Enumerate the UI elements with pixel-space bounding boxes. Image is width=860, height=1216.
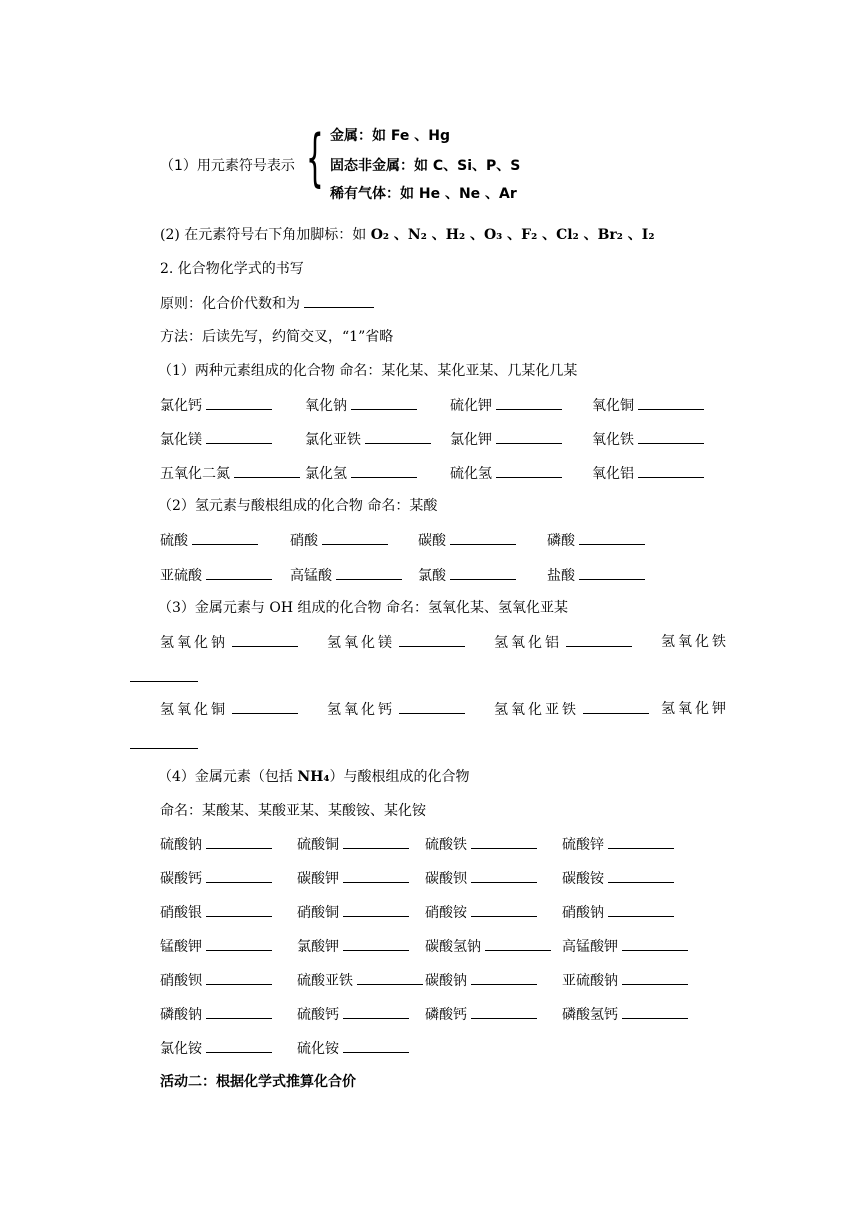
- compound-name: 氢氧化钾: [661, 701, 729, 717]
- fill-item: [661, 632, 729, 652]
- answer-blank[interactable]: [232, 632, 298, 647]
- compound-name: 氢氧化铁: [661, 634, 729, 650]
- fill-item: [160, 936, 272, 957]
- fill-item: [160, 699, 298, 720]
- fill-item: [297, 834, 409, 855]
- principle-line: [160, 293, 374, 314]
- compound-name: 碳酸铵: [562, 871, 604, 887]
- answer-blank[interactable]: [450, 565, 516, 580]
- answer-blank[interactable]: [485, 936, 551, 951]
- group2-title: （2）氢元素与酸根组成的化合物 命名：某酸: [158, 498, 438, 514]
- compound-name: 硝酸铜: [297, 905, 339, 921]
- answer-blank[interactable]: [343, 834, 409, 849]
- answer-blank[interactable]: [130, 667, 198, 682]
- compound-name: 硫酸铜: [297, 837, 339, 853]
- answer-blank[interactable]: [471, 868, 537, 883]
- compound-name: 碳酸钙: [160, 871, 202, 887]
- compound-name: 硝酸铵: [425, 905, 467, 921]
- method-line: 方法：后读先写，约简交叉，“1”省略: [160, 329, 394, 345]
- group1-title: （1）两种元素组成的化合物 命名：某化某、某化亚某、几某化几某: [158, 363, 578, 379]
- compound-name: 硝酸: [290, 533, 318, 549]
- group3-title: （3）金属元素与 OH 组成的化合物 命名：氢氧化某、氢氧化亚某: [158, 600, 568, 616]
- answer-blank[interactable]: [336, 565, 402, 580]
- fill-item: [327, 632, 465, 653]
- fill-item: [305, 429, 431, 450]
- fill-item: [418, 565, 516, 586]
- answer-blank[interactable]: [351, 395, 417, 410]
- answer-blank[interactable]: [130, 734, 198, 749]
- answer-blank[interactable]: [351, 463, 417, 478]
- compound-name: 高锰酸: [290, 568, 332, 584]
- answer-blank[interactable]: [471, 970, 537, 985]
- answer-blank[interactable]: [322, 530, 388, 545]
- fill-item: [297, 970, 423, 991]
- fill-item: [160, 834, 272, 855]
- compound-name: 硫化钾: [450, 398, 492, 414]
- group4-title-nh4: NH₄: [297, 769, 330, 785]
- fill-item: [494, 632, 632, 653]
- compound-name: 氧化铝: [592, 466, 634, 482]
- noble-gas-example: 稀有气体：如 He 、Ne 、Ar: [330, 186, 517, 202]
- answer-blank[interactable]: [343, 868, 409, 883]
- answer-blank[interactable]: [234, 463, 300, 478]
- answer-blank[interactable]: [206, 936, 272, 951]
- compound-name: 氢氧化亚铁: [494, 702, 579, 718]
- answer-blank[interactable]: [206, 1038, 272, 1053]
- answer-blank[interactable]: [365, 429, 431, 444]
- answer-blank[interactable]: [192, 530, 258, 545]
- item2-formulas: O₂ 、N₂ 、H₂ 、O₃ 、F₂ 、Cl₂ 、Br₂ 、I₂: [370, 227, 655, 243]
- fill-item: [290, 530, 388, 551]
- compound-name: 硝酸钠: [562, 905, 604, 921]
- compound-name: 碳酸氢钠: [425, 939, 481, 955]
- activity2-heading: 活动二：根据化学式推算化合价: [160, 1074, 356, 1090]
- compound-name: 碳酸钠: [425, 973, 467, 989]
- fill-item: [327, 699, 465, 720]
- compound-name: 氯化亚铁: [305, 432, 361, 448]
- fill-item: [160, 395, 272, 416]
- fill-item: [297, 868, 409, 889]
- fill-item: [160, 565, 272, 586]
- compound-name: 磷酸钠: [160, 1007, 202, 1023]
- fill-item: [425, 1004, 537, 1025]
- solid-nonmetal-example: 固态非金属：如 C、Si、P、S: [330, 158, 521, 174]
- brace-icon: {: [306, 121, 324, 194]
- answer-blank[interactable]: [622, 970, 688, 985]
- answer-blank[interactable]: [566, 632, 632, 647]
- answer-blank[interactable]: [638, 463, 704, 478]
- fill-item: [297, 1004, 409, 1025]
- fill-item: [160, 1004, 272, 1025]
- answer-blank[interactable]: [583, 699, 649, 714]
- section2-heading: 2. 化合物化学式的书写: [160, 261, 304, 277]
- answer-blank[interactable]: [232, 699, 298, 714]
- compound-name: 硝酸钡: [160, 973, 202, 989]
- compound-name: 氯化钾: [450, 432, 492, 448]
- compound-name: 氧化铁: [592, 432, 634, 448]
- answer-blank[interactable]: [399, 699, 465, 714]
- compound-name: 硫酸钠: [160, 837, 202, 853]
- compound-name: 硫酸铁: [425, 837, 467, 853]
- compound-name: 氯酸钾: [297, 939, 339, 955]
- compound-name: 碳酸钡: [425, 871, 467, 887]
- compound-name: 氢氧化铝: [494, 635, 562, 651]
- compound-name: 硫酸锌: [562, 837, 604, 853]
- compound-name: 磷酸钙: [425, 1007, 467, 1023]
- fill-item: [425, 902, 537, 923]
- compound-name: 硫酸亚铁: [297, 973, 353, 989]
- fill-item: [297, 1038, 409, 1059]
- compound-name: 亚硫酸: [160, 568, 202, 584]
- group4-title: [158, 767, 470, 787]
- answer-blank[interactable]: [399, 632, 465, 647]
- fill-item: [160, 632, 298, 653]
- fill-item: [661, 699, 729, 719]
- compound-name: 氢氧化钙: [327, 702, 395, 718]
- answer-blank[interactable]: [622, 936, 688, 951]
- fill-item: [562, 834, 674, 855]
- fill-item: [160, 868, 272, 889]
- answer-blank[interactable]: [579, 530, 645, 545]
- fill-item: [305, 463, 417, 484]
- fill-item: [425, 936, 551, 957]
- fill-item: [297, 936, 409, 957]
- answer-blank[interactable]: [206, 868, 272, 883]
- answer-blank[interactable]: [206, 429, 272, 444]
- answer-blank[interactable]: [608, 902, 674, 917]
- fill-item: [160, 429, 272, 450]
- compound-name: 碳酸: [418, 533, 446, 549]
- fill-item: [562, 868, 674, 889]
- compound-name: 磷酸氢钙: [562, 1007, 618, 1023]
- fill-item: [494, 699, 649, 720]
- answer-blank[interactable]: [608, 868, 674, 883]
- answer-blank[interactable]: [471, 1004, 537, 1019]
- group4-title-prefix: （4）金属元素（包括: [158, 769, 298, 785]
- compound-name: 氯化氢: [305, 466, 347, 482]
- compound-name: 氯化铵: [160, 1041, 202, 1057]
- compound-name: 高锰酸钾: [562, 939, 618, 955]
- answer-blank[interactable]: [496, 429, 562, 444]
- compound-name: 氢氧化钠: [160, 635, 228, 651]
- fill-item: [305, 395, 417, 416]
- compound-name: 氯酸: [418, 568, 446, 584]
- answer-blank[interactable]: [343, 1038, 409, 1053]
- answer-blank[interactable]: [206, 902, 272, 917]
- answer-blank[interactable]: [608, 834, 674, 849]
- answer-blank[interactable]: [206, 1004, 272, 1019]
- fill-item: [160, 1038, 272, 1059]
- fill-item: [547, 530, 645, 551]
- fill-item: [290, 565, 402, 586]
- item1-label: （1）用元素符号表示: [160, 158, 295, 174]
- fill-item: [425, 970, 537, 991]
- compound-name: 硫化铵: [297, 1041, 339, 1057]
- compound-name: 硝酸银: [160, 905, 202, 921]
- compound-name: 硫酸: [160, 533, 188, 549]
- answer-blank[interactable]: [206, 970, 272, 985]
- compound-name: 磷酸: [547, 533, 575, 549]
- fill-item: [425, 834, 537, 855]
- answer-blank[interactable]: [304, 293, 374, 308]
- compound-name: 硫酸钙: [297, 1007, 339, 1023]
- fill-item: [425, 868, 537, 889]
- fill-item: [450, 429, 562, 450]
- compound-name: 氧化钠: [305, 398, 347, 414]
- answer-blank[interactable]: [471, 834, 537, 849]
- fill-item: [592, 429, 704, 450]
- fill-item: [418, 530, 516, 551]
- answer-blank[interactable]: [622, 1004, 688, 1019]
- fill-item: [450, 395, 562, 416]
- answer-blank[interactable]: [343, 1004, 409, 1019]
- answer-blank[interactable]: [206, 395, 272, 410]
- fill-item: [562, 970, 688, 991]
- fill-item: [592, 463, 704, 484]
- answer-blank[interactable]: [343, 902, 409, 917]
- answer-blank[interactable]: [206, 565, 272, 580]
- fill-item: [160, 902, 272, 923]
- compound-name: 亚硫酸钠: [562, 973, 618, 989]
- compound-name: 氢氧化铜: [160, 702, 228, 718]
- compound-name: 氧化铜: [592, 398, 634, 414]
- fill-item: [562, 936, 688, 957]
- compound-name: 氯化镁: [160, 432, 202, 448]
- fill-item: [297, 902, 409, 923]
- fill-item: [160, 970, 272, 991]
- answer-blank[interactable]: [496, 463, 562, 478]
- answer-blank[interactable]: [450, 530, 516, 545]
- answer-blank[interactable]: [638, 395, 704, 410]
- item2-prefix: (2) 在元素符号右下角加脚标：如: [160, 227, 371, 243]
- compound-name: 氢氧化镁: [327, 635, 395, 651]
- answer-blank[interactable]: [638, 429, 704, 444]
- fill-item: [562, 902, 674, 923]
- answer-blank[interactable]: [343, 936, 409, 951]
- fill-item: [562, 1004, 688, 1025]
- compound-name: 硫化氢: [450, 466, 492, 482]
- fill-item: [547, 565, 645, 586]
- fill-item: [450, 463, 562, 484]
- compound-name: 氯化钙: [160, 398, 202, 414]
- fill-item: [160, 463, 300, 484]
- item2-line: [160, 225, 654, 245]
- answer-blank[interactable]: [496, 395, 562, 410]
- answer-blank[interactable]: [357, 970, 423, 985]
- group4-title-suffix: ）与酸根组成的化合物: [329, 769, 470, 785]
- compound-name: 五氧化二氮: [160, 466, 230, 482]
- answer-blank[interactable]: [471, 902, 537, 917]
- compound-name: 锰酸钾: [160, 939, 202, 955]
- metal-example: 金属：如 Fe 、Hg: [330, 128, 450, 144]
- fill-item: [160, 530, 258, 551]
- fill-item: [592, 395, 704, 416]
- answer-blank[interactable]: [206, 834, 272, 849]
- answer-blank[interactable]: [579, 565, 645, 580]
- principle-text: 原则：化合价代数和为: [160, 296, 300, 312]
- compound-name: 盐酸: [547, 568, 575, 584]
- group4-naming: 命名：某酸某、某酸亚某、某酸铵、某化铵: [160, 803, 426, 819]
- compound-name: 碳酸钾: [297, 871, 339, 887]
